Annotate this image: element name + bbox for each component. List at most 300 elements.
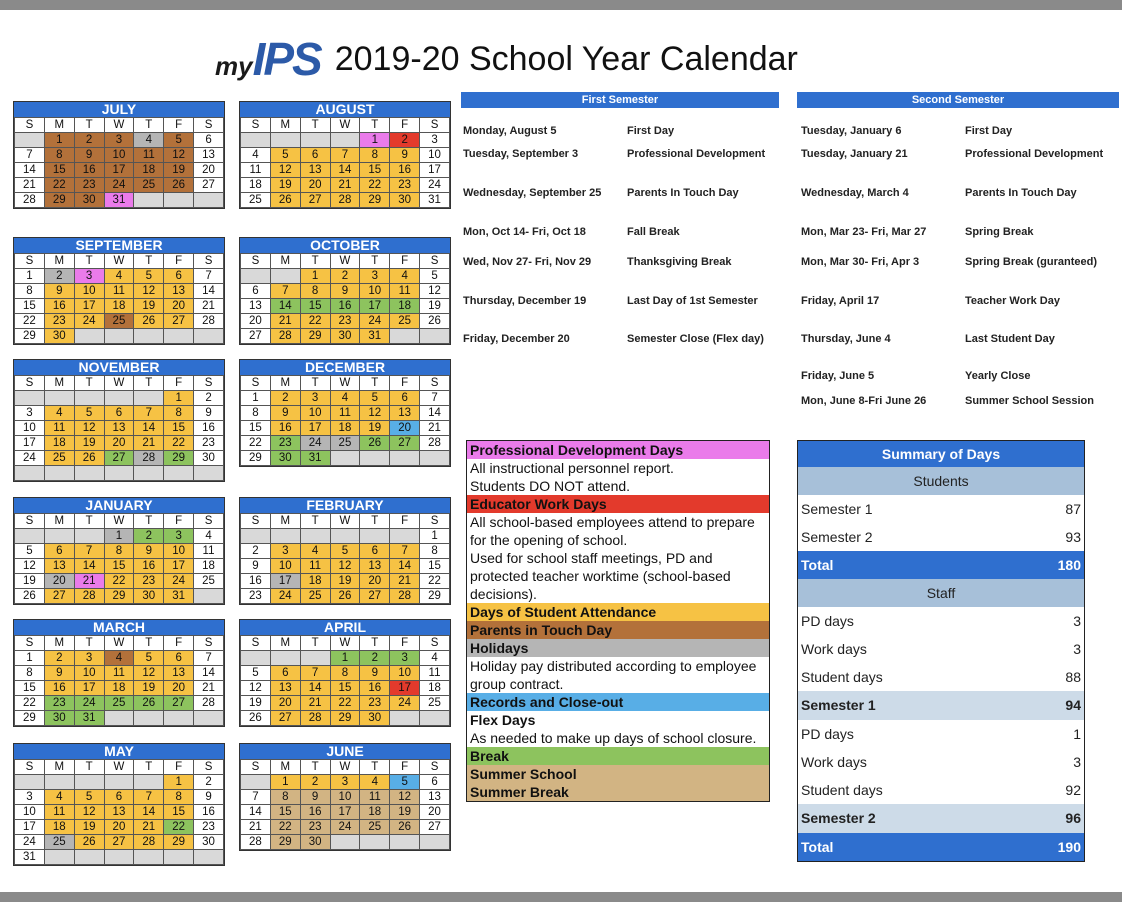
day-cell: 17 [390, 681, 420, 696]
day-cell: 15 [164, 421, 194, 436]
day-cell: 30 [330, 329, 360, 344]
day-cell: 18 [44, 436, 74, 451]
day-cell [390, 451, 420, 466]
month-name: JUNE [240, 744, 450, 759]
day-cell: 27 [44, 589, 74, 604]
day-cell: 8 [330, 666, 360, 681]
summary-row-label: Student days [801, 782, 883, 798]
day-cell: 13 [241, 299, 271, 314]
legend-category: Summer School [467, 765, 769, 783]
day-cell: 31 [420, 193, 450, 208]
day-cell: 20 [104, 820, 134, 835]
legend-description: All school-based employees attend to prepare for the opening of school. [467, 513, 769, 549]
weekday-label: S [194, 760, 224, 775]
day-cell: 5 [164, 133, 194, 148]
summary-row [798, 776, 1084, 804]
myips-logo [215, 32, 321, 86]
week-row [241, 436, 450, 451]
day-cell: 19 [390, 805, 420, 820]
day-cell: 18 [241, 178, 271, 193]
day-cell: 14 [241, 805, 271, 820]
day-cell: 27 [104, 451, 134, 466]
day-cell [134, 850, 164, 865]
day-cell: 19 [360, 421, 390, 436]
weekday-label: T [134, 636, 164, 651]
day-cell: 18 [134, 163, 164, 178]
day-cell: 25 [104, 696, 134, 711]
day-cell: 26 [390, 820, 420, 835]
day-cell: 14 [270, 299, 300, 314]
week-row [15, 269, 224, 284]
day-cell: 15 [44, 163, 74, 178]
month-name: SEPTEMBER [14, 238, 224, 253]
week-row [15, 421, 224, 436]
day-cell [420, 835, 450, 850]
legend-description: Holiday pay distributed according to employee group contract. [467, 657, 769, 693]
summary-title: Summary of Days [798, 441, 1084, 467]
day-cell [390, 711, 420, 726]
day-cell: 11 [44, 805, 74, 820]
event-description: Spring Break (guranteed) [965, 256, 1098, 268]
day-cell: 4 [134, 133, 164, 148]
day-cell: 23 [300, 820, 330, 835]
weekday-label: T [360, 514, 390, 529]
week-row [241, 451, 450, 466]
day-cell: 6 [300, 148, 330, 163]
day-cell: 9 [241, 559, 271, 574]
day-cell: 30 [194, 835, 224, 850]
day-cell: 31 [74, 711, 104, 726]
weekday-label: S [194, 636, 224, 651]
day-cell: 27 [360, 589, 390, 604]
day-cell: 15 [270, 805, 300, 820]
day-cell: 26 [74, 451, 104, 466]
day-cell: 1 [164, 391, 194, 406]
weekday-label: M [270, 118, 300, 133]
day-cell: 13 [194, 148, 224, 163]
week-row [241, 421, 450, 436]
summary-row-label: PD days [801, 613, 854, 629]
day-cell: 12 [420, 284, 450, 299]
weekday-label: F [390, 760, 420, 775]
day-cell: 10 [390, 666, 420, 681]
day-cell [420, 451, 450, 466]
week-row [241, 148, 450, 163]
day-cell: 22 [300, 314, 330, 329]
weekday-label: T [74, 514, 104, 529]
day-cell: 15 [420, 559, 450, 574]
weekday-label: T [300, 636, 330, 651]
event-description: Semester Close (Flex day) [627, 333, 764, 345]
day-cell: 19 [420, 299, 450, 314]
day-cell: 13 [104, 421, 134, 436]
weekday-label: T [360, 254, 390, 269]
day-cell: 23 [390, 178, 420, 193]
day-cell [194, 329, 224, 344]
day-cell: 26 [134, 696, 164, 711]
weekday-label: F [390, 376, 420, 391]
day-cell [300, 529, 330, 544]
day-cell [360, 835, 390, 850]
day-cell: 5 [360, 391, 390, 406]
day-cell: 17 [15, 436, 45, 451]
day-cell: 25 [134, 178, 164, 193]
summary-row [798, 635, 1084, 663]
day-cell: 2 [300, 775, 330, 790]
week-row [15, 850, 224, 865]
weekday-label: S [241, 760, 271, 775]
day-cell: 21 [134, 820, 164, 835]
day-cell: 9 [194, 406, 224, 421]
event-description: Summer School Session [965, 395, 1094, 407]
summary-row [798, 495, 1084, 523]
day-cell: 27 [300, 193, 330, 208]
day-cell [241, 775, 271, 790]
day-cell: 18 [44, 820, 74, 835]
week-row [15, 163, 224, 178]
event-date: Mon, Oct 14- Fri, Oct 18 [463, 226, 586, 238]
day-cell: 22 [164, 820, 194, 835]
summary-row-value: 1 [1073, 726, 1081, 742]
weekday-label: W [104, 254, 134, 269]
summary-row [798, 663, 1084, 691]
event-date: Thursday, December 19 [463, 295, 587, 307]
day-cell: 26 [15, 589, 45, 604]
day-cell: 20 [390, 421, 420, 436]
day-cell: 14 [330, 163, 360, 178]
week-row [241, 790, 450, 805]
month-january [13, 497, 225, 605]
day-cell: 16 [44, 299, 74, 314]
day-cell: 2 [194, 775, 224, 790]
day-cell: 21 [390, 574, 420, 589]
week-row [241, 559, 450, 574]
week-row [15, 559, 224, 574]
day-cell [44, 466, 74, 481]
day-cell: 6 [360, 544, 390, 559]
weekday-label: F [390, 636, 420, 651]
event-date: Tuesday, September 3 [463, 148, 579, 160]
day-cell: 10 [300, 406, 330, 421]
event-date: Mon, Mar 30- Fri, Apr 3 [801, 256, 920, 268]
day-cell: 8 [270, 790, 300, 805]
day-cell [270, 651, 300, 666]
day-cell: 3 [164, 529, 194, 544]
day-cell: 21 [74, 574, 104, 589]
day-cell: 3 [104, 133, 134, 148]
day-cell: 14 [194, 666, 224, 681]
event-description: Last Day of 1st Semester [627, 295, 758, 307]
legend-category: Flex Days [467, 711, 769, 729]
month-march [13, 619, 225, 727]
day-cell [194, 589, 224, 604]
day-cell: 16 [330, 299, 360, 314]
event-description: Parents In Touch Day [627, 187, 739, 199]
day-cell [74, 329, 104, 344]
day-cell: 7 [134, 406, 164, 421]
day-cell: 24 [15, 835, 45, 850]
day-cell: 16 [134, 559, 164, 574]
weekday-label: W [330, 514, 360, 529]
day-cell: 29 [15, 711, 45, 726]
day-cell [74, 466, 104, 481]
day-cell: 8 [15, 284, 45, 299]
day-cell: 23 [44, 314, 74, 329]
day-cell: 21 [270, 314, 300, 329]
weekday-label: S [194, 514, 224, 529]
month-april [239, 619, 451, 727]
day-cell: 28 [330, 193, 360, 208]
week-row [15, 406, 224, 421]
day-cell: 4 [360, 775, 390, 790]
weekday-label: F [164, 514, 194, 529]
event-date: Friday, June 5 [801, 370, 875, 382]
weekday-label: M [44, 118, 74, 133]
day-cell: 12 [15, 559, 45, 574]
day-cell: 30 [44, 711, 74, 726]
day-cell: 20 [164, 681, 194, 696]
summary-row-label: Work days [801, 754, 867, 770]
week-row [241, 178, 450, 193]
weekday-label: S [241, 514, 271, 529]
event-description: Professional Development [965, 148, 1104, 160]
day-cell: 28 [270, 329, 300, 344]
day-cell: 21 [15, 178, 45, 193]
day-cell: 29 [44, 193, 74, 208]
day-cell: 5 [15, 544, 45, 559]
weekday-label: F [390, 514, 420, 529]
staff-semester2-rows [798, 720, 1084, 804]
day-cell [330, 133, 360, 148]
day-cell: 6 [270, 666, 300, 681]
day-cell: 5 [134, 651, 164, 666]
day-cell: 20 [360, 574, 390, 589]
day-cell: 22 [241, 436, 271, 451]
day-cell: 20 [241, 314, 271, 329]
day-cell [194, 466, 224, 481]
weekday-label: T [74, 254, 104, 269]
day-cell: 26 [134, 314, 164, 329]
month-february [239, 497, 451, 605]
weekday-label: M [44, 376, 74, 391]
day-cell: 20 [164, 299, 194, 314]
day-cell [300, 133, 330, 148]
summary-row-value: 87 [1065, 501, 1081, 517]
day-cell: 4 [390, 269, 420, 284]
day-cell: 5 [330, 544, 360, 559]
staff-semester1-total [798, 691, 1084, 720]
week-row [15, 284, 224, 299]
day-cell: 18 [330, 421, 360, 436]
day-cell: 31 [360, 329, 390, 344]
day-cell: 28 [134, 451, 164, 466]
summary-row-label: Semester 2 [801, 529, 873, 545]
day-cell: 17 [15, 820, 45, 835]
week-row [241, 651, 450, 666]
day-cell: 12 [330, 559, 360, 574]
day-cell: 29 [164, 835, 194, 850]
event-date: Monday, August 5 [463, 125, 557, 137]
day-cell: 2 [134, 529, 164, 544]
day-cell [74, 529, 104, 544]
day-cell: 15 [15, 681, 45, 696]
day-cell: 19 [74, 436, 104, 451]
month-name: APRIL [240, 620, 450, 635]
month-may [13, 743, 225, 866]
week-row [15, 790, 224, 805]
day-cell: 8 [44, 148, 74, 163]
week-row [15, 133, 224, 148]
month-december [239, 359, 451, 467]
day-cell: 24 [330, 820, 360, 835]
day-cell [241, 529, 271, 544]
students-total-label: Total [801, 557, 834, 573]
day-cell: 5 [420, 269, 450, 284]
day-cell [134, 329, 164, 344]
day-cell: 21 [330, 178, 360, 193]
day-cell: 5 [270, 148, 300, 163]
day-cell [420, 711, 450, 726]
day-cell: 18 [360, 805, 390, 820]
weekday-label: S [15, 254, 45, 269]
week-row [15, 574, 224, 589]
day-cell: 10 [104, 148, 134, 163]
day-cell: 23 [74, 178, 104, 193]
staff-semester1-rows [798, 607, 1084, 691]
weekday-label: S [241, 118, 271, 133]
day-cell: 6 [241, 284, 271, 299]
first-semester-heading: First Semester [461, 92, 779, 108]
week-row [241, 666, 450, 681]
weekday-label: S [15, 636, 45, 651]
day-cell: 1 [44, 133, 74, 148]
event-description: Yearly Close [965, 370, 1031, 382]
week-row [241, 775, 450, 790]
weekday-label: T [360, 760, 390, 775]
day-cell: 8 [15, 666, 45, 681]
day-cell: 1 [270, 775, 300, 790]
day-cell: 20 [420, 805, 450, 820]
day-cell: 10 [15, 805, 45, 820]
day-cell: 20 [194, 163, 224, 178]
day-cell: 13 [164, 284, 194, 299]
day-cell: 27 [390, 436, 420, 451]
day-cell: 30 [44, 329, 74, 344]
day-cell: 22 [104, 574, 134, 589]
weekday-header-row [15, 376, 224, 391]
day-cell: 25 [241, 193, 271, 208]
month-november [13, 359, 225, 482]
weekday-label: M [44, 636, 74, 651]
week-row [15, 820, 224, 835]
day-cell: 4 [300, 544, 330, 559]
day-cell: 27 [420, 820, 450, 835]
event-description: First Day [965, 125, 1013, 137]
weekday-label: M [270, 376, 300, 391]
event-description: Fall Break [627, 226, 680, 238]
day-cell: 15 [360, 163, 390, 178]
day-cell: 28 [300, 711, 330, 726]
day-cell: 12 [74, 421, 104, 436]
day-cell: 5 [390, 775, 420, 790]
day-cell: 18 [300, 574, 330, 589]
day-cell: 4 [104, 269, 134, 284]
day-cell: 23 [194, 820, 224, 835]
day-cell: 7 [300, 666, 330, 681]
day-cell: 12 [390, 790, 420, 805]
weekday-label: T [134, 254, 164, 269]
day-cell: 3 [15, 790, 45, 805]
day-cell: 17 [74, 299, 104, 314]
students-total-row [798, 551, 1084, 579]
day-cell: 14 [300, 681, 330, 696]
day-cell [104, 466, 134, 481]
day-cell: 2 [241, 544, 271, 559]
event-description: Parents In Touch Day [965, 187, 1077, 199]
week-row [15, 589, 224, 604]
week-row [241, 711, 450, 726]
summary-row-label: PD days [801, 726, 854, 742]
staff-semester2-total [798, 804, 1084, 833]
month-name: AUGUST [240, 102, 450, 117]
week-row [241, 269, 450, 284]
day-cell: 7 [330, 148, 360, 163]
day-cell: 3 [300, 391, 330, 406]
weekday-label: F [164, 636, 194, 651]
day-cell: 21 [241, 820, 271, 835]
day-cell: 25 [330, 436, 360, 451]
day-cell: 3 [74, 269, 104, 284]
weekday-header-row [241, 254, 450, 269]
day-cell: 9 [194, 790, 224, 805]
day-cell: 7 [15, 148, 45, 163]
day-cell [270, 133, 300, 148]
day-cell: 23 [194, 436, 224, 451]
day-cell [194, 193, 224, 208]
day-cell: 7 [270, 284, 300, 299]
day-cell: 15 [241, 421, 271, 436]
day-cell: 24 [15, 451, 45, 466]
weekday-label: M [44, 760, 74, 775]
event-description: Teacher Work Day [965, 295, 1060, 307]
day-cell: 3 [15, 406, 45, 421]
day-cell: 9 [44, 666, 74, 681]
weekday-header-row [15, 636, 224, 651]
day-cell: 16 [241, 574, 271, 589]
day-cell: 11 [44, 421, 74, 436]
week-row [15, 835, 224, 850]
day-cell [330, 835, 360, 850]
day-cell: 19 [270, 178, 300, 193]
day-cell: 31 [300, 451, 330, 466]
day-cell: 2 [330, 269, 360, 284]
day-cell: 30 [194, 451, 224, 466]
day-cell [164, 850, 194, 865]
weekday-header-row [241, 636, 450, 651]
day-cell: 18 [104, 681, 134, 696]
day-cell [134, 193, 164, 208]
day-cell: 20 [270, 696, 300, 711]
weekday-label: M [44, 254, 74, 269]
day-cell: 25 [104, 314, 134, 329]
day-cell: 18 [390, 299, 420, 314]
day-cell: 12 [74, 805, 104, 820]
day-cell: 14 [15, 163, 45, 178]
weekday-label: W [330, 636, 360, 651]
logo-my-text: my [215, 51, 253, 81]
day-cell: 24 [270, 589, 300, 604]
weekday-header-row [15, 118, 224, 133]
